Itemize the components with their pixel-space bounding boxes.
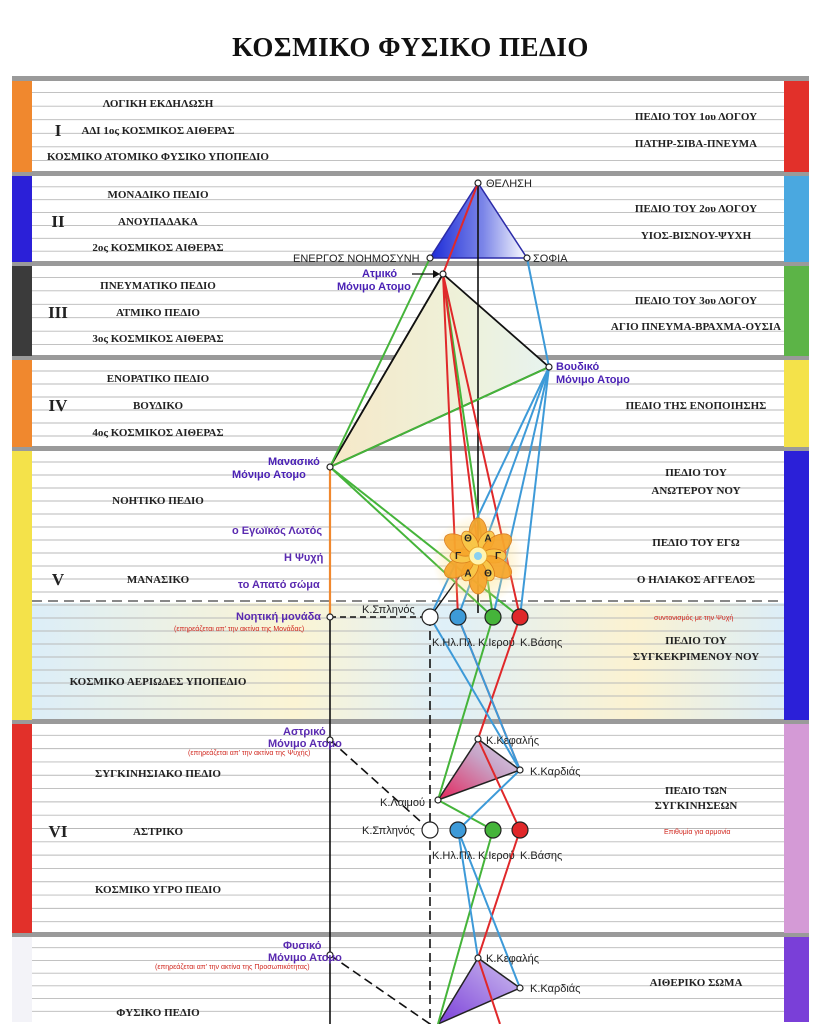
sacral-center-icon (485, 609, 501, 625)
sacral-center-icon (485, 822, 501, 838)
lotus-letter: Θ (464, 533, 472, 545)
right-plane-label: ΠΕΔΙΟ ΤΗΣ ΕΝΟΠΟΙΗΣΗΣ (625, 400, 767, 412)
left-color-bar (12, 937, 32, 1022)
throat-center-label: Κ.Λαιμού (380, 797, 426, 809)
mental-unit-note: (επηρεάζεται απ' την ακτίνα της Μονάδας) (174, 626, 305, 633)
lotus-letter: Α (484, 533, 492, 545)
left-color-bar (12, 81, 32, 172)
right-color-bar (784, 451, 809, 720)
left-plane-label: ΛΟΓΙΚΗ ΕΚΔΗΛΩΣΗ (102, 98, 214, 110)
lotus-jewel-icon (474, 552, 482, 560)
left-plane-label: ΜΟΝΑΔΙΚΟ ΠΕΔΙΟ (107, 189, 209, 201)
soul-label: Η Ψυχή (284, 552, 324, 564)
plane-separator (12, 932, 809, 937)
physical-atom-label-1: Φυσικό (283, 940, 322, 952)
left-color-bar (12, 724, 32, 933)
left-plane-label: ΑΣΤΡΙΚΟ (132, 826, 184, 838)
lotus-letter: Α (464, 568, 472, 580)
astral-atom-label-1: Αστρικό (283, 726, 326, 738)
center-circles-astral (422, 822, 528, 838)
head-center-label-1: Κ.Κεφαλής (486, 735, 540, 747)
center-label-2b: Κ.Ιερού (478, 850, 515, 862)
head-center-label-2: Κ.Κεφαλής (486, 953, 540, 965)
left-plane-label: ΚΟΣΜΙΚΟ ΑΤΟΜΙΚΟ ΦΥΣΙΚΟ ΥΠΟΠΕΔΙΟ (47, 151, 269, 163)
left-color-bar (12, 360, 32, 447)
left-plane-label: ΑΝΟΥΠΑΔΑΚΑ (118, 216, 198, 228)
plane-number: VI (48, 822, 68, 841)
solar-plexus-center-icon (450, 822, 466, 838)
egoic-lotus-label: ο Εγωϊκός Λωτός (232, 525, 323, 537)
lotus-letter: Γ (454, 551, 462, 562)
physical-atom-note: (επηρεάζεται απ' την ακτίνα της Προσωπικότητας) (155, 964, 310, 971)
atmic-atom-label-2: Μόνιμο Ατομο (337, 281, 411, 293)
spleen-label-2: Κ.Σπληνός (362, 825, 415, 837)
right-plane-label: ΠΕΔΙΟ ΤΟΥ 3ου ΛΟΓΟΥ (634, 295, 758, 307)
attunement-note: συντονισμός με την Ψυχή (654, 615, 734, 622)
plane-number: V (51, 570, 65, 589)
right-color-bar (784, 266, 809, 356)
spleen-center-icon (422, 822, 438, 838)
astral-atom-label-2: Μόνιμο Ατομο (268, 738, 342, 750)
left-plane-label: ΣΥΓΚΙΝΗΣΙΑΚΟ ΠΕΔΙΟ (95, 768, 221, 780)
left-plane-label: ΠΝΕΥΜΑΤΙΚΟ ΠΕΔΙΟ (100, 280, 216, 292)
left-color-bar (12, 266, 32, 356)
right-plane-label: Ο ΗΛΙΑΚΟΣ ΑΓΓΕΛΟΣ (636, 574, 756, 586)
right-plane-label: ΣΥΓΚΕΚΡΙΜΕΝΟΥ ΝΟΥ (632, 651, 760, 663)
right-color-bar (784, 937, 809, 1022)
plane-separator (12, 719, 809, 724)
plane-separator (12, 171, 809, 176)
plane-number: IV (48, 396, 68, 415)
right-plane-label: ΠΕΔΙΟ ΤΟΥ 1ου ΛΟΓΟΥ (634, 111, 758, 123)
astral-atom-note: (επηρεάζεται απ' την ακτίνα της Ψυχής) (188, 750, 311, 757)
lotus-letter: Θ (484, 568, 492, 580)
wisdom-label: ΣΟΦΙΑ (533, 253, 568, 265)
center-label-1a: Κ.Ηλ.Πλ. (432, 637, 476, 649)
base-center-icon (512, 822, 528, 838)
center-label-2c: Κ.Βάσης (520, 850, 563, 862)
etheric-triangle (438, 958, 520, 1024)
buddhic-atom-label-2: Μόνιμο Ατομο (556, 374, 630, 386)
plane-number: III (48, 303, 68, 322)
active-intelligence-label: ΕΝΕΡΓΟΣ ΝΟΗΜΟΣΥΝΗ (293, 253, 420, 265)
right-plane-label: ΠΕΔΙΟ ΤΟΥ (665, 467, 727, 479)
left-plane-label: ΒΟΥΔΙΚΟ (132, 400, 184, 412)
center-label-2a: Κ.Ηλ.Πλ. (432, 850, 476, 862)
spleen-center-icon (422, 609, 438, 625)
left-plane-label: 3ος ΚΟΣΜΙΚΟΣ ΑΙΘΕΡΑΣ (92, 333, 224, 345)
right-plane-label: ΠΕΔΙΟ ΤΟΥ 2ου ΛΟΓΟΥ (634, 203, 758, 215)
right-plane-label: ΣΥΓΚΙΝΗΣΕΩΝ (654, 800, 738, 812)
right-plane-label: ΑΝΩΤΕΡΟΥ ΝΟΥ (651, 485, 741, 497)
right-plane-label: ΠΑΤΗΡ-ΣΙΒΑ-ΠΝΕΥΜΑ (634, 138, 758, 150)
right-plane-label: ΥΙΟΣ-ΒΙΣΝΟΥ-ΨΥΧΗ (640, 230, 752, 242)
physical-atom-label-2: Μόνιμο Ατομο (268, 952, 342, 964)
causal-body-label: το Απατό σώμα (238, 579, 320, 591)
egoic-lotus (432, 514, 524, 606)
left-plane-label: ΦΥΣΙΚΟ ΠΕΔΙΟ (116, 1007, 200, 1019)
lotus-letter: Γ (494, 551, 502, 562)
right-plane-label: ΑΙΘΕΡΙΚΟ ΣΩΜΑ (649, 977, 743, 989)
right-color-bar (784, 724, 809, 933)
left-plane-label: ΑΔΙ 1ος ΚΟΣΜΙΚΟΣ ΑΙΘΕΡΑΣ (81, 125, 235, 137)
left-plane-label: ΕΝΟΡΑΤΙΚΟ ΠΕΔΙΟ (106, 373, 210, 385)
right-plane-label: ΠΕΔΙΟ ΤΩΝ (664, 785, 728, 797)
left-plane-label: ΝΟΗΤΙΚΟ ΠΕΔΙΟ (112, 495, 204, 507)
left-plane-label: ΚΟΣΜΙΚΟ ΑΕΡΙΩΔΕΣ ΥΠΟΠΕΔΙΟ (69, 676, 247, 688)
center-label-1c: Κ.Βάσης (520, 637, 563, 649)
right-plane-label: ΠΕΔΙΟ ΤΟΥ (665, 635, 727, 647)
plane-number: I (54, 121, 62, 140)
right-plane-label: ΑΓΙΟ ΠΝΕΥΜΑ-ΒΡΑΧΜΑ-ΟΥΣΙΑ (610, 321, 782, 333)
left-color-bar (12, 451, 32, 720)
plane-number: II (51, 212, 65, 231)
right-color-bar (784, 81, 809, 172)
plane-separator (12, 76, 809, 81)
left-plane-label: ΜΑΝΑΣΙΚΟ (126, 574, 190, 586)
right-color-bar (784, 176, 809, 262)
atmic-atom-label-1: Ατμικό (362, 268, 398, 280)
page-title: ΚΟΣΜΙΚΟ ΦΥΣΙΚΟ ΠΕΔΙΟ (232, 32, 589, 62)
left-plane-label: ΚΟΣΜΙΚΟ ΥΓΡΟ ΠΕΔΙΟ (94, 884, 222, 896)
base-center-icon (512, 609, 528, 625)
manasic-atom-label-2: Μόνιμο Ατομο (232, 469, 306, 481)
left-color-bar (12, 176, 32, 262)
center-label-1b: Κ.Ιερού (478, 637, 515, 649)
buddhic-atom-label-1: Βουδικό (556, 361, 600, 373)
solar-plexus-center-icon (450, 609, 466, 625)
left-plane-label: 4ος ΚΟΣΜΙΚΟΣ ΑΙΘΕΡΑΣ (92, 427, 224, 439)
spleen-label-1: Κ.Σπληνός (362, 604, 415, 616)
left-plane-label: ΑΤΜΙΚΟ ΠΕΔΙΟ (116, 307, 200, 319)
manasic-atom-label-1: Μανασικό (268, 456, 320, 468)
plane-separator (12, 446, 809, 451)
mental-unit-label: Νοητική μονάδα (236, 611, 322, 623)
right-plane-label: ΠΕΔΙΟ ΤΟΥ ΕΓΩ (652, 537, 740, 549)
heart-center-label-2: Κ.Καρδιάς (530, 983, 581, 995)
will-label: ΘΕΛΗΣΗ (486, 178, 532, 190)
heart-center-label-1: Κ.Καρδιάς (530, 766, 581, 778)
desire-note: Επιθυμία για αρμονία (664, 829, 731, 836)
right-color-bar (784, 360, 809, 447)
left-plane-label: 2ος ΚΟΣΜΙΚΟΣ ΑΙΘΕΡΑΣ (92, 242, 224, 254)
arrowhead-icon (433, 270, 440, 278)
